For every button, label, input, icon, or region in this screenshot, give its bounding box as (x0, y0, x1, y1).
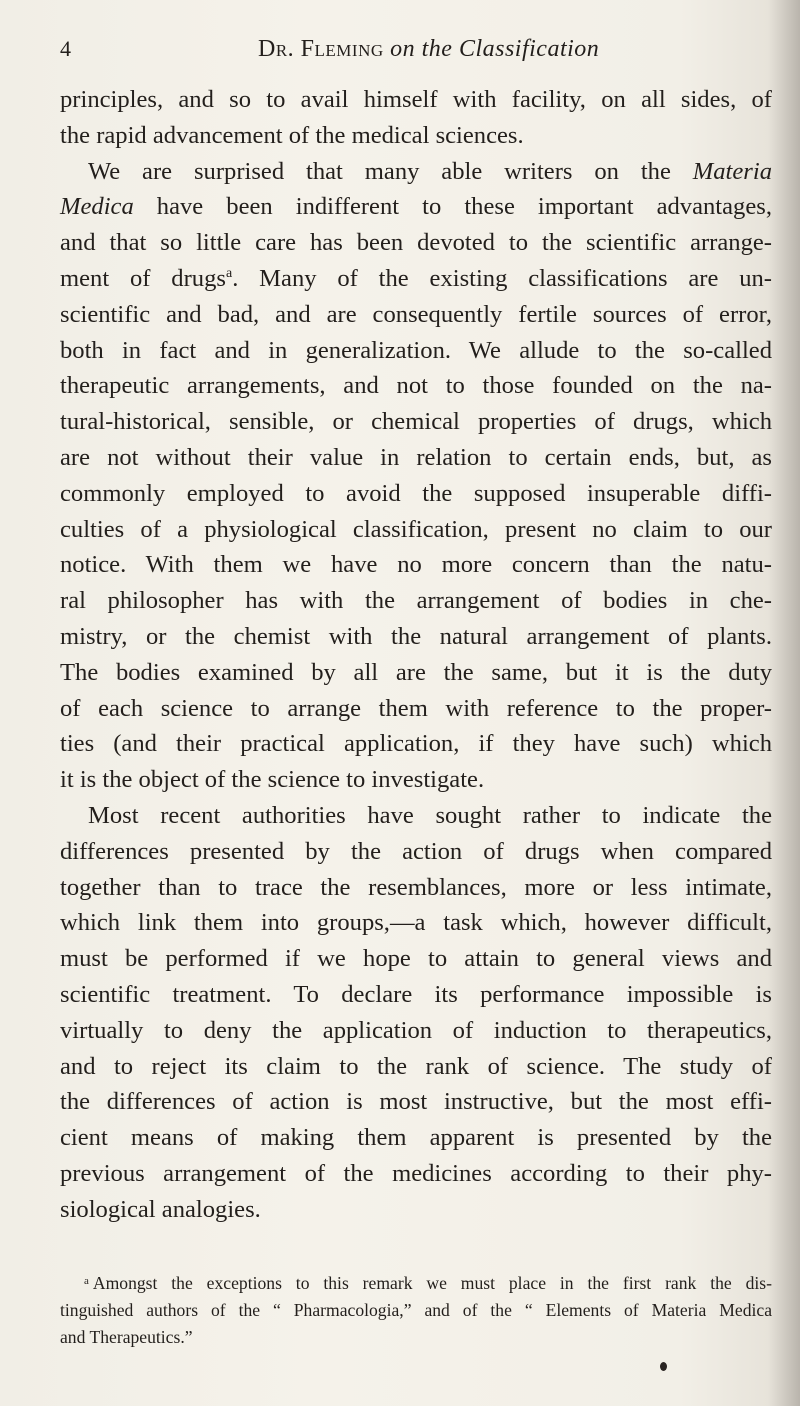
text-line: together than to trace the resemblances, more or less intimate, (60, 873, 772, 901)
page-number: 4 (60, 36, 71, 61)
text-line: notice. With them we have no more concern than the natu- (60, 551, 772, 579)
footnote-line: and Therapeutics.” (60, 1327, 193, 1347)
text-line: and to reject its claim to the rank of science. The study of (60, 1052, 772, 1080)
text-line: which link them into groups,—a task which, however difficult, (60, 909, 772, 937)
footnote-mark: a (84, 1275, 89, 1287)
text-line: both in fact and in generalization. We allude to the so-called (60, 336, 772, 364)
text-line: differences presented by the action of drugs when compared (60, 837, 772, 865)
ink-spot (660, 1362, 667, 1371)
text-line: principles, and so to avail himself with facility, on all sides, of (60, 86, 772, 113)
text-line: We are surprised that many able writers on the Materia (88, 157, 772, 185)
text-line: the rapid advancement of the medical sciences. (60, 121, 524, 149)
text-line: cient means of making them apparent is presented by the (60, 1124, 772, 1152)
page-header (0, 36, 800, 76)
text-line: Medica have been indifferent to these important advantages, (60, 193, 772, 221)
text-line: culties of a physiological classification, present no claim to our (60, 515, 772, 543)
running-head-title: on the Classification (390, 36, 600, 62)
running-head (258, 36, 599, 63)
text-line: scientific and bad, and are consequently fertile sources of error, (60, 300, 772, 328)
text-line: ment of drugs$^a$. Many of the existing classifications are un- (60, 264, 772, 292)
text-line: tural-historical, sensible, or chemical properties of drugs, which (60, 408, 772, 436)
footnote (60, 1268, 772, 1351)
text-line: must be performed if we hope to attain to general views and (60, 945, 772, 973)
text-line: of each science to arrange them with reference to the proper- (60, 694, 772, 722)
text-line: previous arrangement of the medicines according to their phy- (60, 1159, 772, 1187)
text-line: ties (and their practical application, if they have such) which (60, 730, 772, 758)
footnote-reference: a (225, 265, 233, 281)
italic-term: Materia (692, 157, 772, 185)
text-line: siological analogies. (60, 1195, 261, 1223)
text-line: it is the object of the science to investigate. (60, 766, 485, 794)
text-line: mistry, or the chemist with the natural arrangement of plants. (60, 622, 772, 650)
text-line: therapeutic arrangements, and not to those founded on the na- (60, 372, 772, 400)
body-text (60, 82, 772, 1228)
text-line: the differences of action is most instructive, but the most effi- (60, 1088, 772, 1116)
text-line: virtually to deny the application of induction to therapeutics, (60, 1016, 772, 1044)
text-line: commonly employed to avoid the supposed insuperable diffi- (60, 479, 772, 507)
text-line: ral philosopher has with the arrangement of bodies in che- (60, 587, 772, 615)
footnote-line: $^a$ Amongst the exceptions to this remark we must place in the first rank the dis- (84, 1273, 772, 1293)
footnote-line: tinguished authors of the “ Pharmacologia,” and of the “ Elements of Materia Medica (60, 1300, 772, 1320)
text-line: scientific treatment. To declare its performance impossible is (60, 980, 772, 1008)
italic-term: Medica (60, 193, 134, 221)
text-line: The bodies examined by all are the same, but it is the duty (60, 658, 772, 686)
text-line: are not without their value in relation to certain ends, but, as (60, 443, 772, 471)
text-line: and that so little care has been devoted to the scientific arrange- (60, 229, 772, 257)
text-line: Most recent authorities have sought rather to indicate the (88, 801, 772, 829)
running-head-author: Dr. Fleming (258, 36, 384, 62)
